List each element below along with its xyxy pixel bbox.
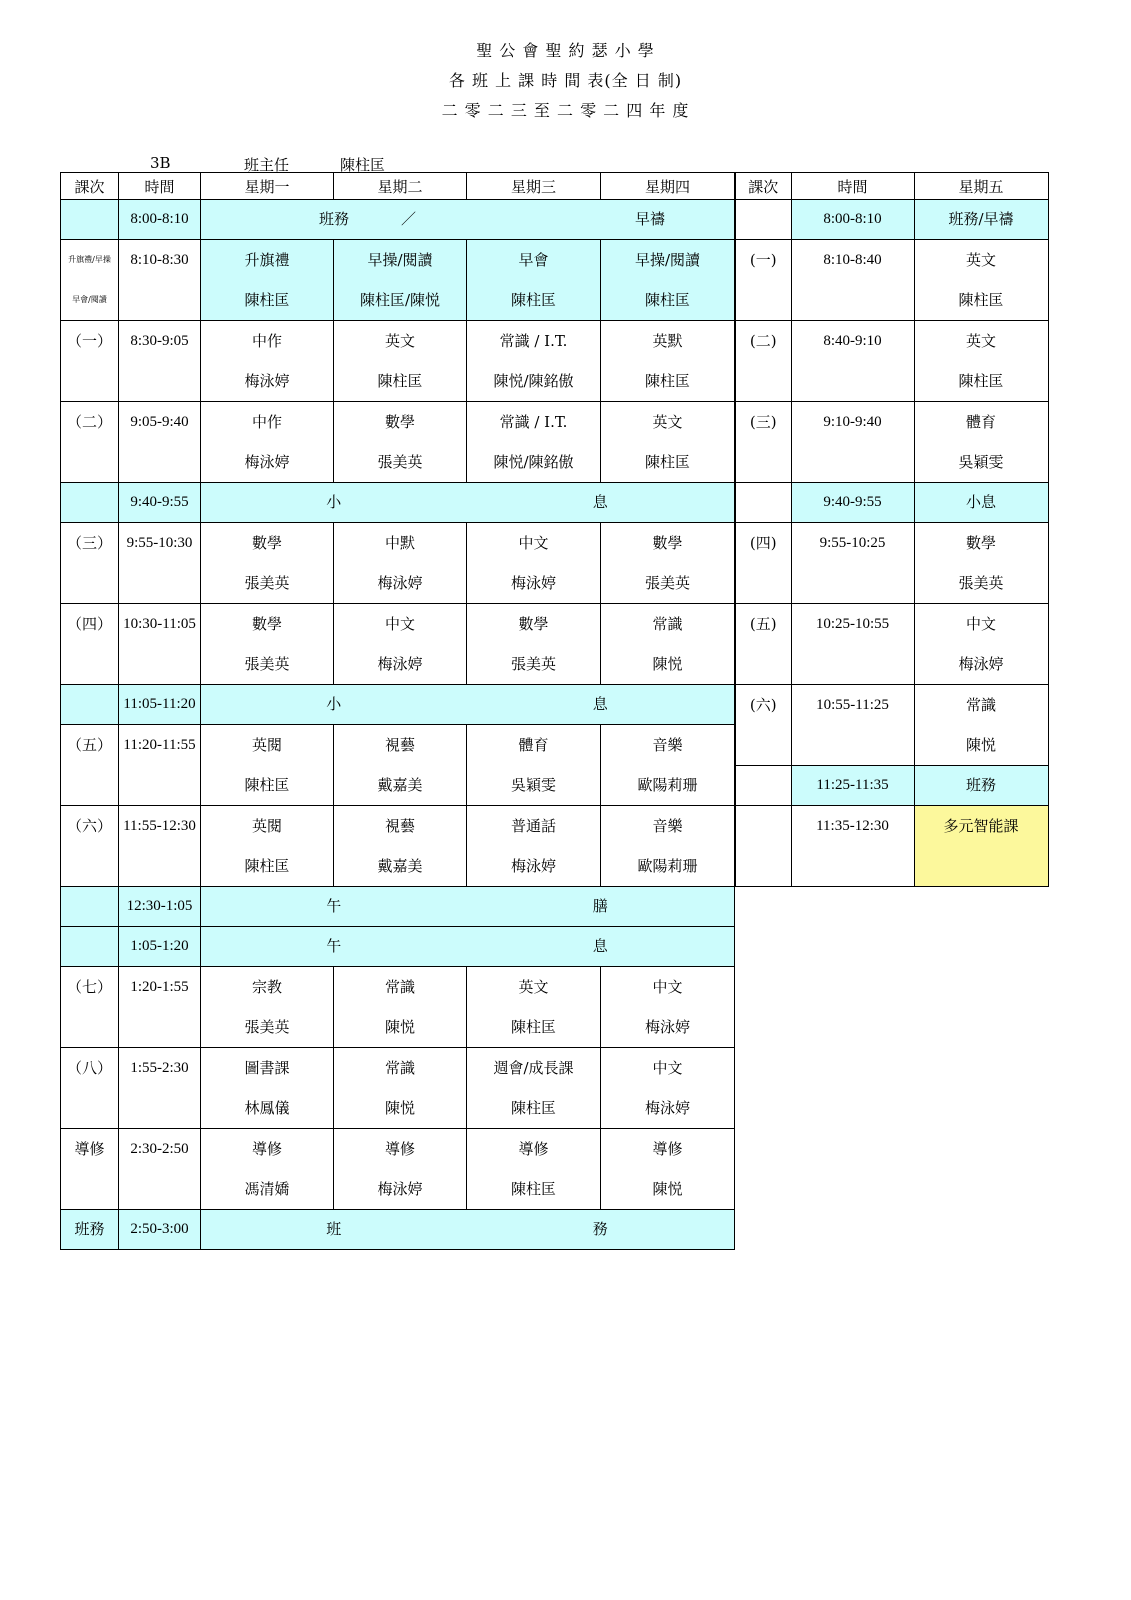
period-number: (一) xyxy=(735,240,791,321)
class-code: 3B xyxy=(150,154,171,172)
class-teacher-name: 陳柱匡 xyxy=(340,156,386,174)
break-row xyxy=(61,685,735,725)
lesson-cell: 英文 陳柱匡 xyxy=(914,321,1048,402)
time-slot: 1:20-1:55 xyxy=(119,967,201,1048)
time-slot: 2:30-2:50 xyxy=(119,1129,201,1210)
period-row xyxy=(61,402,735,483)
lesson-cell: 英閱 陳柱匡 xyxy=(201,806,334,887)
col-friday: 星期五 xyxy=(914,173,1048,200)
time-slot: 1:05-1:20 xyxy=(119,927,201,967)
lesson-cell: 常識 / I.T. 陳悦/陳銘傲 xyxy=(467,402,601,483)
period-row xyxy=(735,321,1048,402)
period-number xyxy=(735,200,791,240)
lunch-cell: 午 膳 xyxy=(201,887,735,927)
period-number: 升旗禮/早操 早會/閱讀 xyxy=(61,240,119,321)
col-wednesday: 星期三 xyxy=(467,173,601,200)
time-slot: 8:30-9:05 xyxy=(119,321,201,402)
lesson-cell: 早會 陳柱匡 xyxy=(467,240,601,321)
lesson-cell: 英閱 陳柱匡 xyxy=(201,725,334,806)
period-row xyxy=(61,1048,735,1129)
col-monday: 星期一 xyxy=(201,173,334,200)
lesson-cell: 數學 張美英 xyxy=(601,523,735,604)
period-row xyxy=(61,967,735,1048)
lesson-cell: 常識 陳悦 xyxy=(334,1048,467,1129)
time-slot: 8:40-9:10 xyxy=(791,321,914,402)
time-slot: 1:55-2:30 xyxy=(119,1048,201,1129)
period-number: （三） xyxy=(61,523,119,604)
lesson-cell: 數學 張美英 xyxy=(467,604,601,685)
lesson-cell: 升旗禮 陳柱匡 xyxy=(201,240,334,321)
multiple-intelligence-row xyxy=(735,806,1048,887)
lesson-cell: 體育 吳穎雯 xyxy=(914,402,1048,483)
time-slot: 10:25-10:55 xyxy=(791,604,914,685)
lesson-cell: 數學 張美英 xyxy=(201,523,334,604)
lesson-cell: 視藝 戴嘉美 xyxy=(334,725,467,806)
time-slot: 9:40-9:55 xyxy=(791,483,914,523)
period-number: (四) xyxy=(735,523,791,604)
time-slot: 8:00-8:10 xyxy=(791,200,914,240)
time-slot: 11:25-11:35 xyxy=(791,766,914,806)
tutorial-row xyxy=(61,1129,735,1210)
rest-row xyxy=(61,927,735,967)
period-number xyxy=(735,766,791,806)
lesson-cell: 週會/成長課 陳柱匡 xyxy=(467,1048,601,1129)
dismissal-row xyxy=(61,1210,735,1250)
time-slot: 9:05-9:40 xyxy=(119,402,201,483)
lesson-cell: 早操/閱讀 陳柱匡/陳悦 xyxy=(334,240,467,321)
lesson-cell: 中文 梅泳婷 xyxy=(334,604,467,685)
time-slot: 8:00-8:10 xyxy=(119,200,201,240)
lesson-cell: 常識 陳悦 xyxy=(601,604,735,685)
time-slot: 11:55-12:30 xyxy=(119,806,201,887)
lesson-cell: 導修 馮清嬌 xyxy=(201,1129,334,1210)
break-row xyxy=(61,483,735,523)
assembly-row xyxy=(61,200,735,240)
period-number xyxy=(61,927,119,967)
lesson-cell: 數學 張美英 xyxy=(334,402,467,483)
assembly-text-a: 班務 xyxy=(318,210,349,228)
period-row xyxy=(61,725,735,806)
period-number: (五) xyxy=(735,604,791,685)
lesson-cell: 英默 陳柱匡 xyxy=(601,321,735,402)
period-number: （七） xyxy=(61,967,119,1048)
assembly-cell: 班務 ／ 早禱 xyxy=(201,200,735,240)
time-slot: 10:55-11:25 xyxy=(791,685,914,766)
lesson-cell: 早操/閱讀 陳柱匡 xyxy=(601,240,735,321)
period-row xyxy=(735,604,1048,685)
timetable-title: 各 班 上 課 時 間 表(全 日 制) xyxy=(448,71,683,90)
time-slot: 9:40-9:55 xyxy=(119,483,201,523)
lesson-cell: 圖書課 林鳳儀 xyxy=(201,1048,334,1129)
lesson-cell: 數學 張美英 xyxy=(914,523,1048,604)
period-number: 班務 xyxy=(61,1210,119,1250)
lesson-cell: 英文 陳柱匡 xyxy=(334,321,467,402)
school-name: 聖 公 會 聖 約 瑟 小 學 xyxy=(476,41,655,60)
period-number: （八） xyxy=(61,1048,119,1129)
period-number: （二） xyxy=(61,402,119,483)
time-slot: 11:35-12:30 xyxy=(791,806,914,887)
dismissal-cell: 班 務 xyxy=(201,1210,735,1250)
header-row xyxy=(61,173,735,200)
admin-row xyxy=(735,766,1048,806)
time-slot: 11:05-11:20 xyxy=(119,685,201,725)
timetable-fri xyxy=(734,172,1049,887)
period-row xyxy=(61,806,735,887)
time-slot: 8:10-8:30 xyxy=(119,240,201,321)
time-slot: 11:20-11:55 xyxy=(119,725,201,806)
period-number xyxy=(61,483,119,523)
timetable-mon-thu xyxy=(60,172,735,1250)
period-row xyxy=(61,321,735,402)
rest-cell: 午 息 xyxy=(201,927,735,967)
period-number: 導修 xyxy=(61,1129,119,1210)
admin-cell: 班務 xyxy=(914,766,1048,806)
lesson-cell: 中文 梅泳婷 xyxy=(601,967,735,1048)
time-slot: 8:10-8:40 xyxy=(791,240,914,321)
lesson-cell: 中作 梅泳婷 xyxy=(201,402,334,483)
lesson-cell: 中文 梅泳婷 xyxy=(914,604,1048,685)
period-row xyxy=(735,402,1048,483)
lesson-cell: 視藝 戴嘉美 xyxy=(334,806,467,887)
lesson-cell: 體育 吳穎雯 xyxy=(467,725,601,806)
multiple-intelligence-cell: 多元智能課 xyxy=(914,806,1048,887)
lunch-row xyxy=(61,887,735,927)
period-number: （六） xyxy=(61,806,119,887)
time-slot: 9:55-10:25 xyxy=(791,523,914,604)
lesson-cell: 英文 陳柱匡 xyxy=(914,240,1048,321)
morning-row xyxy=(61,240,735,321)
class-teacher-label: 班主任 xyxy=(244,156,290,174)
time-slot: 12:30-1:05 xyxy=(119,887,201,927)
lesson-cell: 常識 陳悦 xyxy=(334,967,467,1048)
time-slot: 9:55-10:30 xyxy=(119,523,201,604)
break-row xyxy=(735,483,1048,523)
time-slot: 9:10-9:40 xyxy=(791,402,914,483)
lesson-cell: 導修 陳悦 xyxy=(601,1129,735,1210)
school-year: 二 零 二 三 至 二 零 二 四 年 度 xyxy=(441,101,690,120)
period-row xyxy=(735,523,1048,604)
break-cell: 小 息 xyxy=(201,483,735,523)
col-time: 時間 xyxy=(119,173,201,200)
lesson-cell: 中作 梅泳婷 xyxy=(201,321,334,402)
lesson-cell: 導修 梅泳婷 xyxy=(334,1129,467,1210)
period-number xyxy=(61,200,119,240)
time-slot: 2:50-3:00 xyxy=(119,1210,201,1250)
col-period: 課次 xyxy=(61,173,119,200)
col-time: 時間 xyxy=(791,173,914,200)
period-row xyxy=(735,240,1048,321)
assembly-cell: 班務/早禱 xyxy=(914,200,1048,240)
time-slot: 10:30-11:05 xyxy=(119,604,201,685)
col-tuesday: 星期二 xyxy=(334,173,467,200)
break-cell: 小息 xyxy=(914,483,1048,523)
break-cell: 小 息 xyxy=(201,685,735,725)
col-thursday: 星期四 xyxy=(601,173,735,200)
period-row xyxy=(61,604,735,685)
lesson-cell: 中文 梅泳婷 xyxy=(467,523,601,604)
period-number: （四） xyxy=(61,604,119,685)
lesson-cell: 常識 / I.T. 陳悦/陳銘傲 xyxy=(467,321,601,402)
lesson-cell: 數學 張美英 xyxy=(201,604,334,685)
period-number: (二) xyxy=(735,321,791,402)
col-period: 課次 xyxy=(735,173,791,200)
period-row xyxy=(61,523,735,604)
header-row xyxy=(735,173,1048,200)
period-number: (六) xyxy=(735,685,791,766)
lesson-cell: 英文 陳柱匡 xyxy=(467,967,601,1048)
period-number: (三) xyxy=(735,402,791,483)
lesson-cell: 普通話 梅泳婷 xyxy=(467,806,601,887)
period-number xyxy=(735,483,791,523)
period-number xyxy=(735,806,791,887)
assembly-row xyxy=(735,200,1048,240)
period-number xyxy=(61,685,119,725)
lesson-cell: 導修 陳柱匡 xyxy=(467,1129,601,1210)
assembly-text-b: 早禱 xyxy=(634,210,665,228)
lesson-cell: 中默 梅泳婷 xyxy=(334,523,467,604)
period-number: （一） xyxy=(61,321,119,402)
lesson-cell: 音樂 歐陽莉珊 xyxy=(601,725,735,806)
period-number xyxy=(61,887,119,927)
lesson-cell: 常識 陳悦 xyxy=(914,685,1048,766)
lesson-cell: 音樂 歐陽莉珊 xyxy=(601,806,735,887)
lesson-cell: 宗教 張美英 xyxy=(201,967,334,1048)
period-number: （五） xyxy=(61,725,119,806)
lesson-cell: 中文 梅泳婷 xyxy=(601,1048,735,1129)
lesson-cell: 英文 陳柱匡 xyxy=(601,402,735,483)
